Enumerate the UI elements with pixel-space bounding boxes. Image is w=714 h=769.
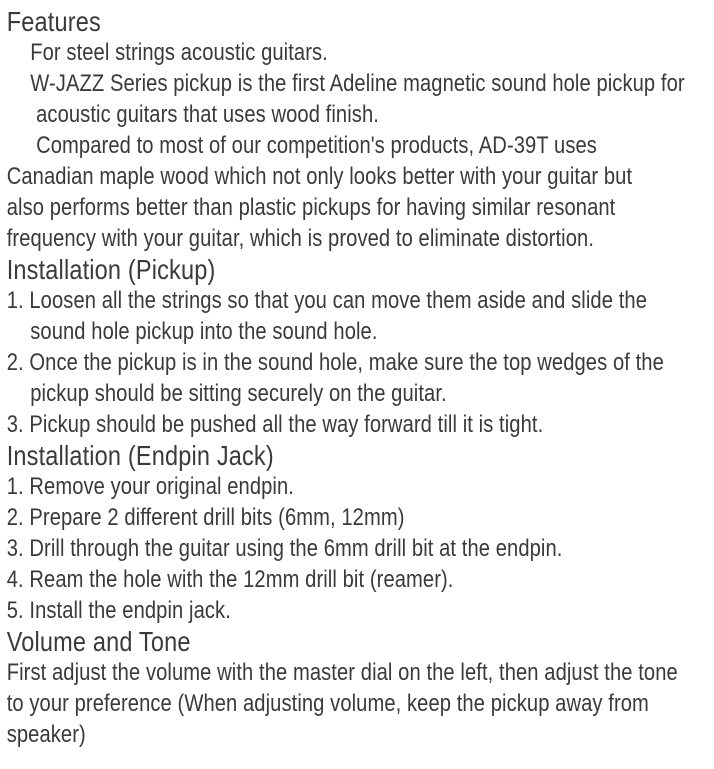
numbered-step: 1. Remove your original endpin. (6, 473, 294, 500)
numbered-step: 3. Drill through the guitar using the 6mm drill bit at the endpin. (6, 535, 563, 562)
text-line: pickup should be sitting securely on the guitar. (30, 380, 447, 407)
numbered-step: 4. Ream the hole with the 12mm drill bit (reamer). (6, 566, 454, 593)
section-volume-and-tone (0, 626, 714, 750)
section-installation-pickup (0, 254, 714, 440)
text-line: speaker) (6, 721, 86, 748)
section-heading-installation-pickup: Installation (Pickup) (6, 254, 216, 285)
section-heading-installation-endpin-jack: Installation (Endpin Jack) (6, 440, 274, 471)
text-line: First adjust the volume with the master dial on the left, then adjust the tone (6, 659, 678, 686)
text-line: acoustic guitars that uses wood finish. (36, 101, 379, 128)
numbered-step: 3. Pickup should be pushed all the way forward till it is tight. (6, 411, 544, 438)
text-line: Canadian maple wood which not only looks better with your guitar but (6, 163, 633, 190)
section-installation-endpin-jack (0, 440, 714, 626)
numbered-step: 5. Install the endpin jack. (6, 597, 231, 624)
section-features (0, 6, 714, 254)
numbered-step: 2. Once the pickup is in the sound hole, make sure the top wedges of the (6, 349, 664, 376)
text-line: frequency with your guitar, which is proved to eliminate distortion. (6, 225, 595, 252)
text-line: W-JAZZ Series pickup is the first Adeline magnetic sound hole pickup for (30, 70, 685, 97)
text-line: sound hole pickup into the sound hole. (30, 318, 378, 345)
section-heading-volume-and-tone: Volume and Tone (6, 626, 191, 657)
text-line: Compared to most of our competition's products, AD-39T uses (36, 132, 597, 159)
text-line: to your preference (When adjusting volume, keep the pickup away from (6, 690, 649, 717)
numbered-step: 2. Prepare 2 different drill bits (6mm, 12mm) (6, 504, 405, 531)
section-heading-features: Features (6, 6, 101, 37)
numbered-step: 1. Loosen all the strings so that you can move them aside and slide the (6, 287, 647, 314)
text-line: For steel strings acoustic guitars. (30, 39, 328, 66)
text-line: also performs better than plastic pickups for having similar resonant (6, 194, 616, 221)
